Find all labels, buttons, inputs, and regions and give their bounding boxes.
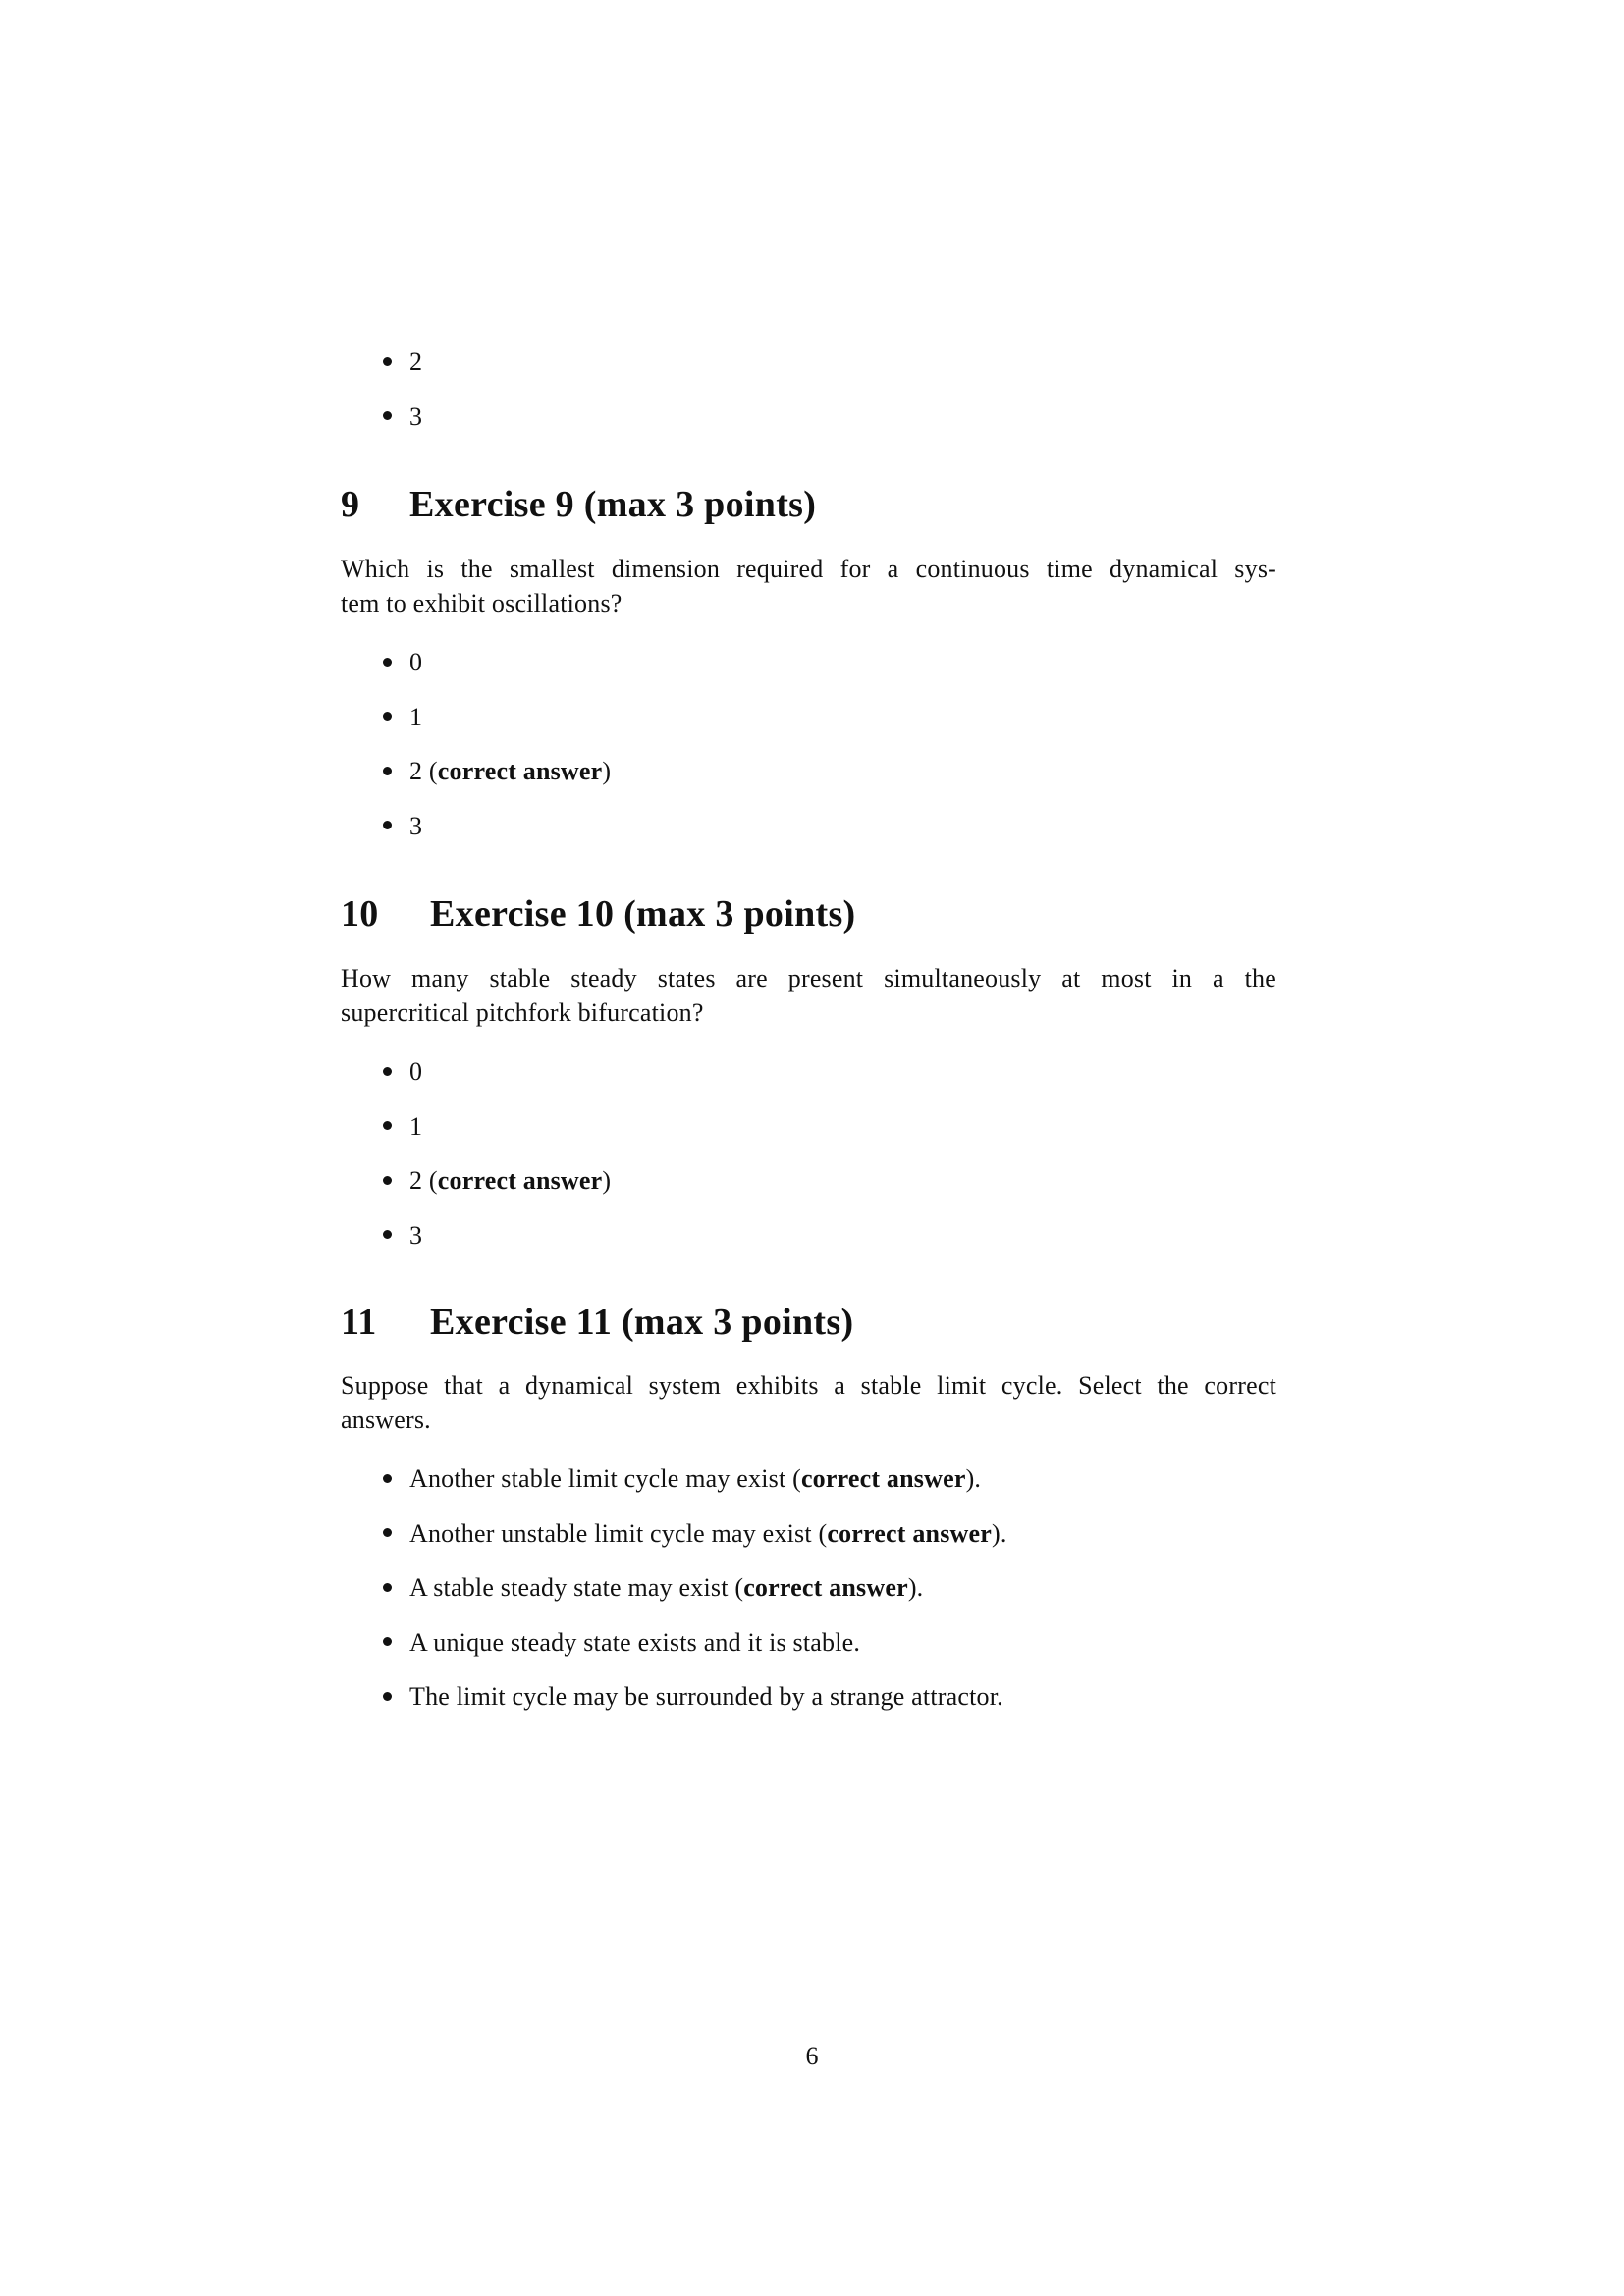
option-item <box>341 700 1276 755</box>
correct-answer-label: correct answer <box>437 1166 603 1195</box>
question-text-9 <box>341 552 1276 620</box>
bullet-dot-icon <box>380 1054 394 1090</box>
bullet-dot-icon <box>380 345 394 380</box>
bullet-dot-icon <box>380 700 394 735</box>
section-title: Exercise 11 (max 3 points) <box>430 1302 854 1343</box>
option-item <box>341 1218 1276 1273</box>
section-heading-9 <box>341 483 1276 526</box>
correct-answer-label: correct answer <box>800 1465 966 1493</box>
section-title: Exercise 10 (max 3 points) <box>430 893 856 934</box>
option-item-correct <box>341 1571 1276 1626</box>
option-item-correct <box>341 1163 1276 1218</box>
bullet-dot-icon <box>380 809 394 844</box>
options-list-10 <box>341 1054 1276 1272</box>
section-heading-11 <box>341 1301 1276 1344</box>
option-suffix: ). <box>907 1574 924 1602</box>
options-list-11 <box>341 1462 1276 1735</box>
bullet-dot-icon <box>380 1517 394 1552</box>
option-item <box>341 1626 1276 1681</box>
option-text: 1 <box>409 1111 423 1141</box>
option-text: 0 <box>409 648 423 676</box>
bullet-dot-icon <box>380 1163 394 1199</box>
option-text: Another stable limit cycle may exist ( <box>409 1465 801 1493</box>
bullet-dot-icon <box>380 1626 394 1661</box>
option-suffix: ) <box>602 757 612 785</box>
option-text: 3 <box>409 811 423 840</box>
options-list-9 <box>341 645 1276 863</box>
question-line: Suppose that a dynamical system exhibits a stable limit cycle. Select the correct <box>341 1371 1276 1400</box>
option-text: 0 <box>409 1057 423 1086</box>
section-title: Exercise 9 (max 3 points) <box>409 484 817 525</box>
section-heading-10 <box>341 892 1276 935</box>
question-line: answers. <box>341 1406 431 1434</box>
section-number: 9 <box>341 484 360 525</box>
option-item-correct <box>341 1517 1276 1572</box>
bullet-dot-icon <box>380 1571 394 1606</box>
correct-answer-label: correct answer <box>437 757 603 785</box>
option-item <box>341 1680 1276 1735</box>
bullet-dot-icon <box>380 645 394 680</box>
option-item <box>341 1109 1276 1164</box>
option-suffix: ) <box>602 1166 612 1195</box>
option-suffix: ). <box>965 1465 982 1493</box>
bullet-dot-icon <box>380 1109 394 1145</box>
option-item-correct <box>341 754 1276 809</box>
option-item <box>341 345 1276 400</box>
bullet-dot-icon <box>380 754 394 789</box>
question-line: tem to exhibit oscillations? <box>341 589 623 617</box>
bullet-dot-icon <box>380 400 394 435</box>
option-text: 2 <box>409 347 423 376</box>
option-text: The limit cycle may be surrounded by a strange attractor. <box>409 1682 1003 1711</box>
option-text: A stable steady state may exist ( <box>409 1574 744 1602</box>
question-line: How many stable steady states are present simultaneously at most in a the <box>341 964 1276 992</box>
option-text: 2 ( <box>409 1166 438 1195</box>
option-text: 1 <box>409 702 423 731</box>
question-line: supercritical pitchfork bifurcation? <box>341 998 704 1027</box>
option-suffix: ). <box>991 1519 1007 1548</box>
option-item <box>341 809 1276 864</box>
bullet-dot-icon <box>380 1680 394 1715</box>
correct-answer-label: correct answer <box>827 1519 992 1548</box>
page-number: 6 <box>805 2042 819 2070</box>
option-text: Another unstable limit cycle may exist ( <box>409 1519 828 1548</box>
option-item <box>341 1054 1276 1109</box>
continued-options-list <box>341 345 1276 454</box>
option-item <box>341 645 1276 700</box>
bullet-dot-icon <box>380 1462 394 1497</box>
option-text: 2 ( <box>409 757 438 785</box>
section-number: 10 <box>341 893 379 934</box>
section-number: 11 <box>341 1302 377 1343</box>
option-item <box>341 400 1276 454</box>
option-text: 3 <box>409 401 423 431</box>
bullet-dot-icon <box>380 1218 394 1254</box>
question-text-10 <box>341 961 1276 1030</box>
question-line: Which is the smallest dimension required for a continuous time dynamical sys- <box>341 555 1276 583</box>
correct-answer-label: correct answer <box>743 1574 908 1602</box>
option-text: A unique steady state exists and it is stable. <box>409 1628 861 1657</box>
option-item-correct <box>341 1462 1276 1517</box>
option-text: 3 <box>409 1220 423 1250</box>
question-text-11 <box>341 1368 1276 1437</box>
